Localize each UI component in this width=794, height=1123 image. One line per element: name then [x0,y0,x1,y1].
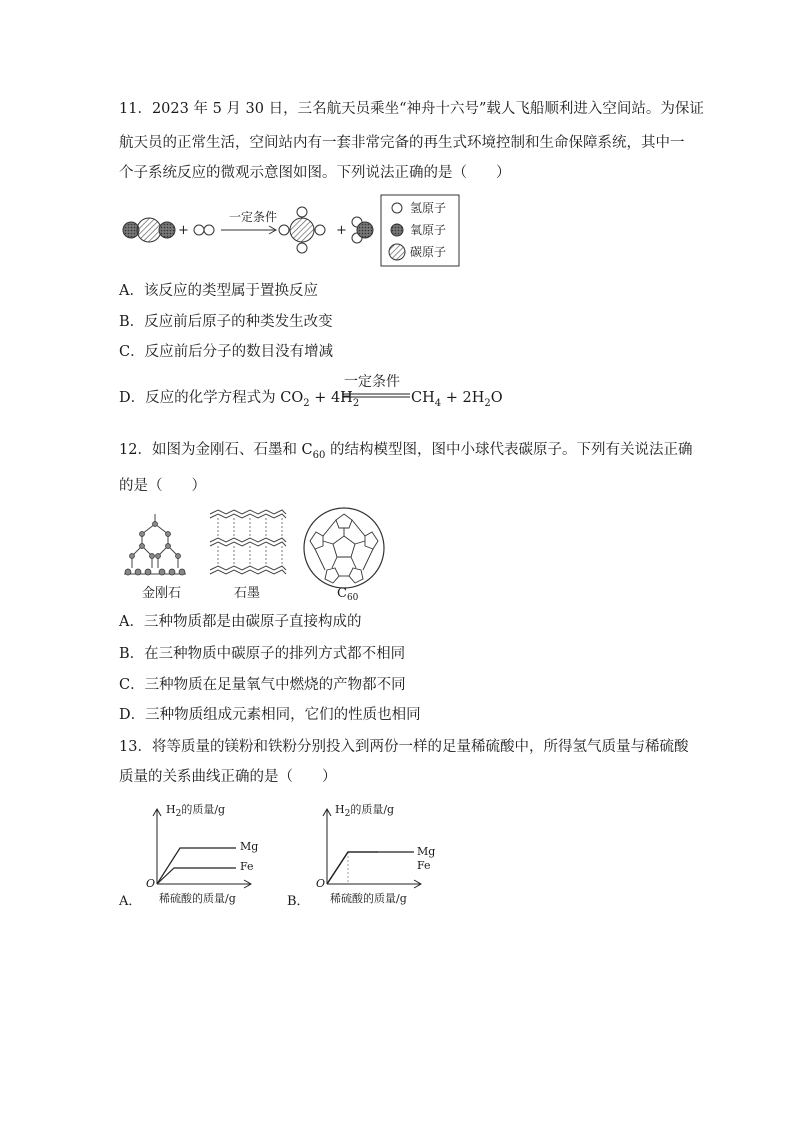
q11-text-line-3: 个子系统反应的微观示意图如图。下列说法正确的是（ ） [119,165,511,181]
diamond-caption: 金刚石 [142,586,182,601]
oxygen-atom-icon [391,224,403,236]
graph-b-origin: O [316,877,326,890]
equation-condition-label: 一定条件 [344,374,400,390]
equation-products: $CH_4 + 2H_2O$ [411,390,503,409]
graphite-caption: 石墨 [234,586,261,601]
q12-option-a: A．三种物质都是由碳原子直接构成的 [119,614,362,630]
graph-b-plot [318,808,428,888]
q11-text-line-2: 航天员的正常生活，空间站内有一套非常完备的再生式环境控制和生命保障系统，其中一 [119,135,685,151]
graph-a-option-label: A． [119,894,142,909]
legend-hydrogen-label: 氢原子 [410,201,447,215]
q11-option-c: C．反应前后分子的数目没有增减 [119,344,334,360]
graph-b-fe-line [327,852,378,884]
equation-double-line [342,393,412,399]
graph-a-fe-line [157,868,236,884]
q11-option-a: A．该反应的类型属于置换反应 [119,283,318,299]
graph-a-fe-label: Fe [240,860,254,873]
graph-b-mg-label: Mg [417,845,436,858]
graph-b-mg-line [327,852,414,884]
diamond-structure-image [120,510,190,580]
q12-text-line-2: 的是（ ） [119,478,206,494]
q12-option-c: C．三种物质在足量氧气中燃烧的产物都不同 [119,677,406,693]
reaction-condition-label: 一定条件 [229,210,278,224]
q12-option-d: D．三种物质组成元素相同，它们的性质也相同 [119,707,421,723]
q12-option-b: B．在三种物质中碳原子的排列方式都不相同 [119,646,406,662]
graph-a-ylabel: $H_2$的质量/g [166,803,226,819]
ch4-molecule [279,207,325,253]
q13-text-line-2: 质量的关系曲线正确的是（ ） [119,769,337,785]
carbon-atom-icon [389,244,405,260]
co2-molecule [123,218,175,242]
q12-text-line-1: 12．如图为金刚石、石墨和 $C_{60}$ 的结构模型图，图中小球代表碳原子。下列有关说法正确 [119,442,693,461]
graph-a-mg-line [157,848,236,884]
graphite-structure-image [208,508,288,580]
legend-carbon-label: 碳原子 [410,245,447,259]
product-plus-sign: + [336,223,347,238]
c60-structure-image [302,506,386,590]
graph-b-fe-label: Fe [417,859,431,872]
c60-caption: $C_{60}$ [337,586,359,603]
graph-b-ylabel: $H_2$的质量/g [335,803,395,819]
q11-option-b: B．反应前后原子的种类发生改变 [119,314,333,330]
q13-text-line-1: 13．将等质量的镁粉和铁粉分别投入到两份一样的足量稀硫酸中，所得氢气质量与稀硫酸 [119,739,689,755]
reactant-plus-sign: + [178,223,189,238]
q11-option-d: D．反应的化学方程式为 $CO_2 + 4H_2$ [119,390,360,409]
h2-molecule [194,225,214,235]
q11-text-line-1: 11．2023 年 5 月 30 日，三名航天员乘坐“神舟十六号”载人飞船顺利进入空间站。为保证 [119,101,704,117]
graph-b-xlabel: 稀硫酸的质量/g [330,892,407,905]
graph-b-option-label: B． [287,894,310,909]
h2o-molecule [352,217,373,243]
graph-a-xlabel: 稀硫酸的质量/g [159,892,236,905]
graph-a-mg-label: Mg [240,840,259,853]
hydrogen-atom-icon [392,203,402,213]
graph-a-origin: O [146,877,156,890]
legend-oxygen-label: 氧原子 [410,223,447,237]
